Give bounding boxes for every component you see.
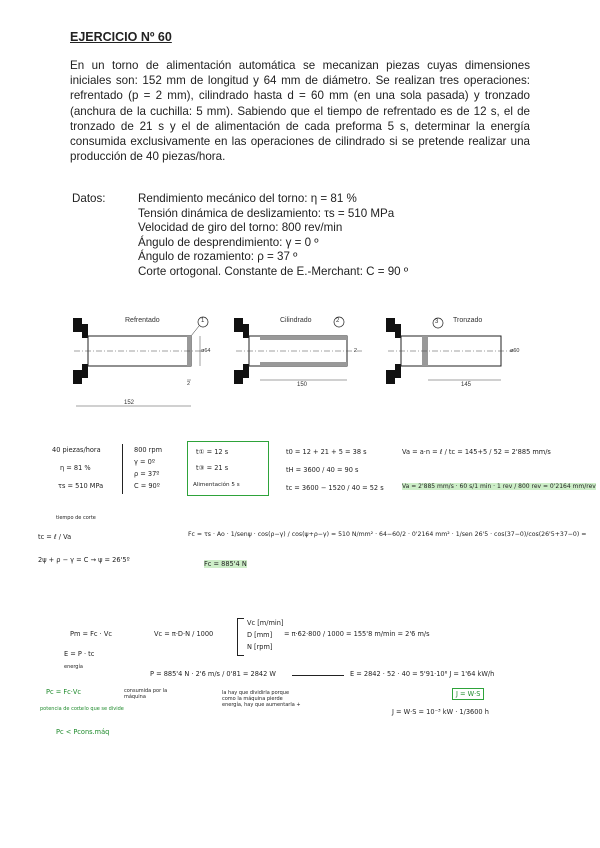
tronzado-label: Tronzado: [453, 317, 483, 324]
data-label: Datos:: [72, 192, 106, 205]
cut-zone: [260, 362, 347, 366]
data-list: [138, 192, 408, 280]
note: Fc = τs · Ao · 1/senψ · cos(ρ−γ) / cos(ψ+ρ−γ) = 510 N/mm² · 64−60/2 · 0'2164 mm² · 1/sen 26'5 · cos(37−0)/cos(26'5+37−0) =: [188, 531, 587, 538]
note: Va = 2'885 mm/s · 60 s/1 min · 1 rev / 800 rev = 0'2164 mm/rev: [402, 483, 596, 490]
operation-number: 3: [435, 319, 439, 325]
note: J = W·S: [452, 688, 484, 700]
note: Vc [m/min]: [247, 619, 284, 627]
note: J = W·S = 10⁻³ kW · 1/3600 h: [392, 708, 489, 716]
data-item: Ángulo de desprendimiento: γ = 0 º: [138, 235, 319, 249]
note: consumida por la máquina: [124, 688, 168, 700]
depth-dim: 2: [187, 381, 191, 387]
cut-zone: [260, 336, 347, 340]
note: τs = 510 MPa: [58, 482, 104, 490]
chuck-jaw: [386, 370, 395, 384]
note: tiempo de corte: [56, 515, 96, 521]
cilindrado-label: Cilindrado: [280, 317, 312, 324]
note: 2ψ + ρ − γ = C → ψ = 26'5º: [38, 556, 130, 564]
note: Va = a·n = ℓ / tc = 145+5 / 52 = 2'885 mm/s: [402, 448, 551, 456]
note: 800 rpm: [134, 446, 163, 454]
refrentado-diagram: [70, 310, 220, 412]
chuck-jaw: [234, 370, 243, 384]
chuck-jaw: [82, 364, 88, 378]
note: Pm = Fc · Vc: [70, 630, 112, 638]
note: t③ = 21 s: [196, 464, 229, 472]
divider: [122, 444, 123, 494]
length-dim: 150: [297, 382, 308, 388]
chuck-jaw: [243, 324, 249, 338]
depth-dim: 2: [354, 348, 358, 354]
chuck-jaw: [73, 370, 82, 384]
note: ρ = 37º: [134, 470, 160, 478]
note: energía: [64, 664, 83, 670]
note: Pc < Pcons.máq: [56, 728, 110, 736]
exercise-title: EJERCICIO Nº 60: [70, 30, 172, 44]
note: la hay que dividirla porque como la máquina pierde energía, hay que aumentarla +: [222, 690, 301, 708]
arrow-line: [292, 675, 344, 676]
note: P = 885'4 N · 2'6 m/s / 0'81 = 2842 W: [150, 670, 276, 678]
chuck-jaw: [395, 324, 401, 338]
note: tH = 3600 / 40 = 90 s: [286, 466, 359, 474]
note: η = 81 %: [60, 464, 91, 472]
note: γ = 0º: [134, 458, 155, 466]
chuck-jaw: [386, 318, 395, 332]
operation-number: 2: [336, 318, 340, 324]
note: Pc = Fc·Vc: [46, 688, 81, 696]
note: N [rpm]: [247, 643, 273, 651]
note: t0 = 12 + 21 + 5 = 38 s: [286, 448, 367, 456]
brace: [237, 618, 244, 656]
chuck-jaw: [395, 364, 401, 378]
leader-line: [191, 326, 199, 336]
length-dim: 152: [124, 400, 135, 406]
note: 40 piezas/hora: [52, 446, 101, 454]
note: tc = ℓ / Va: [38, 533, 72, 541]
chuck-jaw: [234, 318, 243, 332]
data-item: Corte ortogonal. Constante de E.-Merchant: C = 90 º: [138, 264, 409, 278]
data-item: Tensión dinámica de deslizamiento: τs = 510 MPa: [138, 206, 395, 220]
note: ... lo que se divide: [78, 706, 124, 712]
note: Vc = π·D·N / 1000: [154, 630, 214, 638]
note: = π·62·800 / 1000 = 155'8 m/min = 2'6 m/s: [284, 630, 430, 638]
note: C = 90º: [134, 482, 160, 490]
diameter-dim: ø64: [201, 348, 211, 354]
operation-number: 1: [201, 318, 205, 324]
note: Alimentación 5 s: [193, 482, 240, 488]
note: D [mm]: [247, 631, 273, 639]
note: Fc = 885'4 N: [204, 560, 247, 568]
refrentado-label: Refrentado: [125, 317, 160, 324]
data-item: Rendimiento mecánico del torno: η = 81 %: [138, 192, 357, 205]
length-dim: 145: [461, 382, 472, 388]
chuck-jaw: [82, 324, 88, 338]
note: tc = 3600 − 1520 / 40 = 52 s: [286, 484, 384, 492]
note: potencia de corte: [40, 706, 84, 712]
data-item: Ángulo de rozamiento: ρ = 37 º: [138, 250, 298, 264]
chuck-jaw: [73, 318, 82, 332]
note: t① = 12 s: [196, 448, 229, 456]
data-item: Velocidad de giro del torno: 800 rev/min: [138, 221, 343, 235]
note: E = P · tc: [64, 650, 95, 658]
chuck-jaw: [243, 364, 249, 378]
problem-statement: En un torno de alimentación automática se mecanizan piezas cuyas dimensiones iniciales son: 152 mm de longitud y 64 mm de diámetro. Se realizan tres operaciones: refrentado (p = 2 mm), cilindrado hasta d = 60 mm (en una sola pasada) y tronzado (anchura de la cuchilla: 5 mm). Sabiendo que el tiempo de refrentado es de 12 s, el de tronzado de 21 s y el de alimentación de cada preforma 5 s, determinar la energía consumida exclusivamente en las operaciones de cilindrado si se pretende realizar una producción de 40 piezas/hora.: [70, 59, 530, 164]
note: E = 2842 · 52 · 40 = 5'91·10⁶ J = 1'64 kW/h: [350, 670, 495, 678]
diameter-dim: ø60: [510, 348, 520, 354]
